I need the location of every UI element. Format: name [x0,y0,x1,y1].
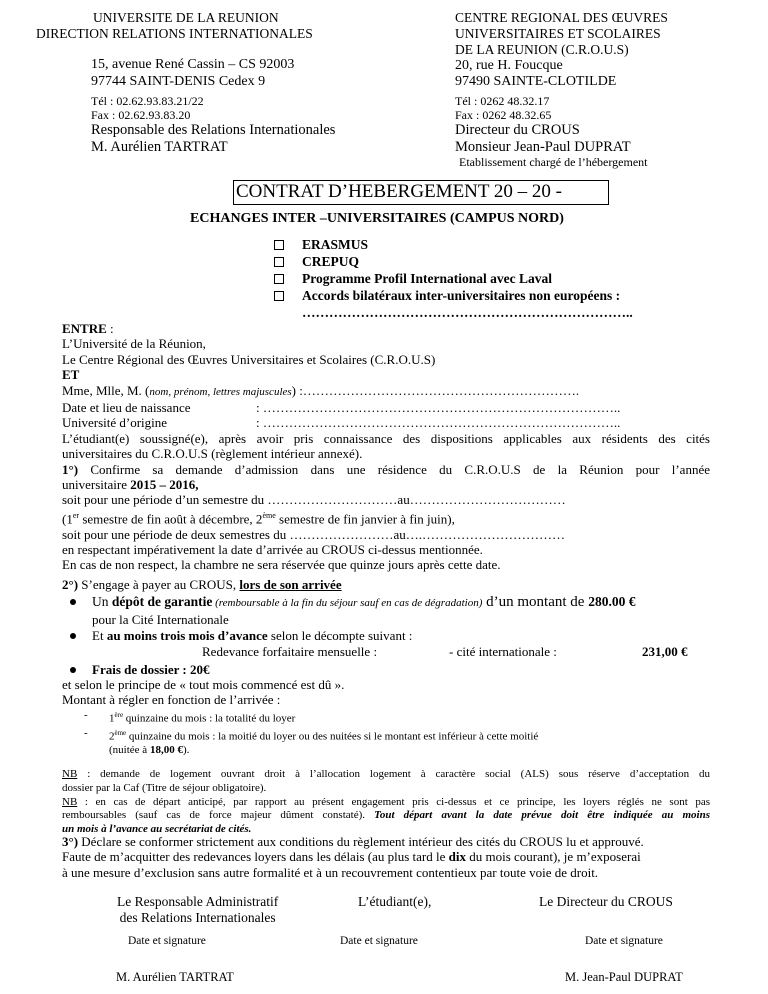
note2-line1 [62,796,710,810]
nb-label: NB [62,768,78,780]
arrival-respect-line: en respectant impérativement la date d’arrivée au CROUS ci-dessus mentionnée. [62,542,483,558]
section3-line3: à une mesure d’exclusion sans autre formalité et à un recouvrement contentieux par toute voie de droit. [62,864,599,880]
note2-emphasis: Tout départ avant la date prévue doit être indiquée au moins [374,809,710,822]
program-label: ERASMUS [302,237,369,252]
program-item [274,287,633,304]
entre-line2: Le Centre Régional des Œuvres Universitaires et Scolaires (C.R.O.U.S) [62,351,436,367]
birth-dots: : ……………………………………………………………………….. [256,400,621,416]
crous-name-line1: CENTRE REGIONAL DES ŒUVRES [455,10,668,25]
q1-sup: ère [114,710,124,719]
university-name: UNIVERSITE DE LA REUNION [93,10,279,25]
program-dots: ……………………………………………………………….. [302,305,633,320]
s1-mid: semestre de fin août à décembre, 2 [79,511,263,527]
two-semesters-line[interactable]: soit pour une période de deux semestres du ……………………au….…………………………… [62,526,565,542]
univ-label: Université d’origine [62,415,168,431]
section3-line2-c: du mois courant), je m’exposerai [465,849,641,865]
name-label: Mme, Mlle, M. ( [62,382,150,398]
fees-item [62,662,635,677]
s1-sup: er [72,510,80,520]
section2-intro-underlined: lors de son arrivée [239,577,342,592]
deposit-label: dépôt de garantie [111,594,213,610]
crous-name-line3: DE LA REUNION (C.R.O.U.S) [455,42,629,57]
section2-intro: S’engage à payer au CROUS, [78,577,240,592]
section1-text: Confirme sa demande d’admission dans une résidence du C.R.O.U.S de la Réunion pour l’année [78,461,710,477]
program-list [274,236,633,321]
nuitee-line [62,743,635,757]
sig-left-title2: des Relations Internationales [119,910,276,925]
s2-rest: semestre de fin janvier à fin juin), [275,511,455,527]
right-tel: Tél : 0262 48.32.17 [455,94,550,108]
section2 [62,577,688,757]
right-address-line2: 97490 SAINTE-CLOTILDE [455,74,617,89]
q2-text: quinzaine du mois : la moitié du loyer ou des nuitées si le montant est inférieur à cette moitié [126,730,539,743]
bullet-icon [70,599,76,605]
program-label: Programme Profil International avec Laval [302,271,552,286]
ten-day: dix [448,849,466,865]
crous-name-line2: UNIVERSITAIRES ET SCOLAIRES [455,26,661,41]
section3-line2 [62,849,644,864]
et-label: ET [62,367,80,383]
section1-number: 1°) [62,461,79,477]
nuitee-amount: 18,00 € [149,744,183,757]
checkbox-icon[interactable] [274,274,284,284]
advance-item [62,628,635,643]
advance-c: selon le décompte suivant : [267,628,413,644]
section3-line1 [62,834,644,849]
left-tel: Tél : 02.62.93.83.21/22 [91,94,204,108]
nuitee-c: ). [182,744,190,757]
birth-field-line[interactable] [62,400,710,415]
program-label: Accords bilatéraux inter-universitaires non européens : [302,288,621,303]
subtitle: ECHANGES INTER –UNIVERSITAIRES (CAMPUS NORD) [190,211,564,226]
dash-marker: - [84,726,88,739]
nuitee-a: (nuitée à [109,744,150,757]
deposit-hint: (remboursable à la fin du séjour sauf en cas de dégradation) [212,597,483,610]
s1-open: (1 [62,511,73,527]
checkbox-icon[interactable] [274,257,284,267]
right-address-line1: 20, rue H. Foucque [455,58,563,73]
dash-marker: - [84,708,88,721]
section1-line2 [62,477,710,492]
deposit-a: Un [92,594,112,610]
q1-num: 1 [109,712,115,725]
non-respect-line: En cas de non respect, la chambre ne sera réservée que quinze jours après cette date. [62,557,501,573]
note2-text: : en cas de départ anticipé, par rapport au présent engagement pris ci-dessus et ce principe, les loyers réglés ne sont pas [77,795,710,808]
sig-left-name: M. Aurélien TARTRAT [116,970,234,984]
note1-line1 [62,768,710,782]
section3-text: Déclare se conformer strictement aux conditions du règlement intérieur des cités du CROUS lu et approuvé. [78,834,644,849]
name-hint: nom, prénom, lettres majuscules [149,385,292,398]
entre-colon: : [106,321,114,336]
left-fax: Fax : 02.62.93.83.20 [91,108,191,122]
sig-left-title [117,894,278,926]
notes-section [62,768,710,837]
section3-number: 3°) [62,834,79,849]
contract-title: CONTRAT D’HEBERGEMENT 20 – 20 - [236,181,562,202]
q2-num: 2 [109,730,115,743]
entre-line1: L’Université de la Réunion, [62,336,206,352]
entre-label: ENTRE [62,321,107,336]
section1-line1 [62,462,710,477]
note2-b: remboursables (sauf cas de force majeur dûment constaté). [62,809,375,822]
q2-sup: ème [114,728,127,737]
rent-label: Redevance forfaitaire mensuelle : [202,643,378,659]
checkbox-icon[interactable] [274,291,284,301]
title-box [233,180,609,205]
quinzaine2-item [62,726,635,744]
quinzaine1-item [62,708,635,726]
deposit-amount: 280.00 € [588,594,636,610]
nb-label: NB [62,795,78,808]
deposit-item [62,594,635,611]
program-item [274,236,633,253]
sig-mid-title: L’étudiant(e), [358,894,432,909]
left-address-line2: 97744 SAINT-DENIS Cedex 9 [91,74,266,89]
sig-right-date[interactable]: Date et signature [585,935,663,947]
section3-line2-a: Faute de m’acquitter des redevances loyers dans les délais (au plus tard le [62,849,449,865]
bullet-icon [70,633,76,639]
principle-line: et selon le principe de « tout mois commencé est dû ». [62,677,345,693]
left-role: Responsable des Relations Internationales [91,122,336,138]
univ-dots: : ……………………………………………………………………….. [256,415,621,431]
right-note: Etablissement chargé de l’hébergement [459,155,648,169]
statement-line1: L’étudiant(e) soussigné(e), après avoir pris connaissance des dispositions applicables aux résidents des cités [62,430,710,446]
sig-left-date[interactable]: Date et signature [128,935,206,947]
left-address-line1: 15, avenue René Cassin – CS 92003 [91,57,295,72]
section2-number: 2°) [62,577,79,592]
note1-line2: dossier par la Caf (Titre de séjour obligatoire). [62,781,267,794]
department-name: DIRECTION RELATIONS INTERNATIONALES [36,26,313,41]
entre-section [62,321,710,573]
deposit-amount-label: d’un montant de [482,594,589,611]
academic-years: 2015 – 2016, [130,477,199,493]
right-role: Directeur du CROUS [455,122,580,138]
right-fax: Fax : 0262 48.32.65 [455,108,552,122]
name-field-line[interactable] [62,383,710,400]
s2-sup: ème [262,510,276,520]
right-person: Monsieur Jean-Paul DUPRAT [455,139,631,155]
univ-field-line[interactable] [62,415,710,430]
program-item [274,253,633,270]
advance-a: Et [92,628,107,644]
birth-label: Date et lieu de naissance [62,400,191,416]
program-item [274,270,633,287]
left-person: M. Aurélien TARTRAT [91,139,228,155]
rent-amount: 231,00 € [642,643,688,659]
advance-label: au moins trois mois d’avance [106,628,268,644]
q1-text: quinzaine du mois : la totalité du loyer [123,712,296,725]
name-dots: ) :………………………………………………………. [291,382,580,398]
rent-cite: - cité internationale : [449,643,557,659]
sig-right-name: M. Jean-Paul DUPRAT [565,970,683,984]
amount-intro: Montant à régler en fonction de l’arrivée : [62,692,281,708]
rent-line [62,643,688,659]
sig-mid-date[interactable]: Date et signature [340,935,418,947]
one-semester-line[interactable]: soit pour une période d’un semestre du …………………………au……………………………… [62,492,566,508]
note1-text: : demande de logement ouvrant droit à l’allocation logement à caractère social (ALS) sous réserve d’acceptation du [77,768,710,780]
deposit-sub: pour la Cité Internationale [92,611,229,627]
bullet-icon [70,667,76,673]
checkbox-icon[interactable] [274,240,284,250]
note2-line2 [62,809,710,823]
section1-univ-label: universitaire [62,477,131,493]
sig-left-title1: Le Responsable Administratif [117,894,279,909]
note2-line3: un mois à l’avance au secrétariat de cités. [62,823,252,836]
section3 [62,834,644,880]
sig-right-title: Le Directeur du CROUS [539,894,673,909]
fees-label: Frais de dossier : 20€ [92,661,210,677]
statement-line2: universitaires du C.R.O.U.S (règlement intérieur annexé). [62,446,363,462]
semester-explain-line [62,508,710,527]
program-label: CREPUQ [302,254,359,269]
